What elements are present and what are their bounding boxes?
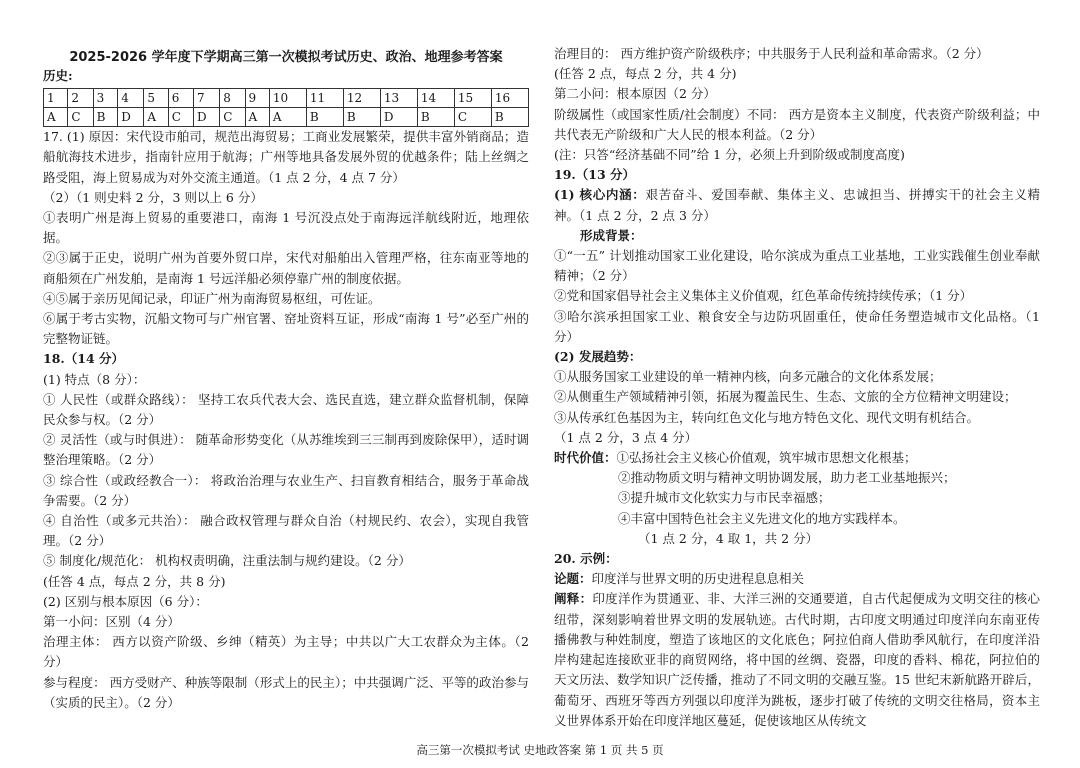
answer-table-number-cell: 15 [454,89,491,108]
q19-core [554,185,1040,225]
answer-paragraph: 治理主体： 西方以资产阶级、乡绅（精英）为主导；中共以广大工农群众为主体。（2 分） [43,634,529,670]
trend-item: （1 点 2 分，3 点 4 分） [554,429,698,445]
answer-table-number-cell: 7 [194,89,220,108]
answer-paragraph: 参与程度： 西方受财产、种族等限制（形式上的民主）；中共强调广泛、平等的政治参与（实质的民主）。（2 分） [43,674,529,710]
q19-value-score: （1 点 2 分，4 取 1，共 2 分） [638,530,819,546]
answer-paragraph: (任答 4 点，每点 2 分，共 8 分) [43,573,226,589]
answer-table-answer-cell: B [343,108,380,127]
answer-table-number-cell: 9 [245,89,269,108]
answer-table-answer-cell: D [380,108,417,127]
answer-table-answer-cell: C [168,108,193,127]
page-footer: 高三第一次模拟考试 史地政答案 第 1 页 共 5 页 [416,743,664,757]
answer-paragraph: 阶级属性（或国家性质/社会制度）不同： 西方是资本主义制度，代表资产阶级利益；中共代表无产阶级和广大人民的根本利益。（2 分） [554,106,1040,142]
q19-core-text: 艰苦奋斗、爱国奉献、集体主义、忠诚担当、拼搏实干的社会主义精神。（1 点 2 分，2 点 3 分） [554,187,1040,223]
answer-paragraph: ①表明广州是海上贸易的重要港口，南海 1 号沉没点处于南海远洋航线附近，地理依据。 [43,210,529,246]
q19-trend-list [554,367,1040,448]
q20-explanation-text: 印度洋作为贯通亚、非、大洋三洲的交通要道，自古代起便成为文明交往的核心纽带，深刻影响着世界文明的发展轨迹。古代时期，古印度文明通过印度洋向东南亚传播佛教与种姓制度，塑造了该地区的文化底色；阿拉伯商人借助季风航行，在印度洋沿岸构建起连接欧亚非的商贸网络，将中国的丝绸、瓷器，印度的香料、棉花，阿拉伯的天文历法、数学知识广泛传播，推动了不同文明的交融互鉴。15 世纪末新航路开辟后，葡萄牙、西班牙等西方列强以印度洋为跳板，逐步打破了传统的文明交往格局，资本主义世界体系开始在印度洋地区蔓延，促使该地区从传统文 [554,591,1040,728]
q19-core-label: (1) 核心内涵： [554,187,646,203]
answer-table-answer-cell: A [144,108,168,127]
q19-heading: 19.（13 分） [554,167,635,183]
background-item: ②党和国家倡导社会主义集体主义价值观，红色革命传统持续传承；（1 分） [554,288,973,304]
answer-table [43,88,529,127]
answer-table-number-cell: 11 [306,89,343,108]
answer-table-number-cell: 13 [380,89,417,108]
answer-table-number-cell: 12 [343,89,380,108]
page-title: 2025-2026 学年度下学期高三第一次模拟考试历史、政治、地理参考答案 [69,50,503,65]
q19-value-item-3: ③提升城市文化软实力与市民幸福感； [618,490,831,506]
q19-trend-label: (2) 发展趋势： [554,349,642,365]
left-column [43,44,529,713]
q19-value-item-1: ①弘扬社会主义核心价值观，筑牢城市思想文化根基； [616,450,917,466]
answer-table-answer-cell: C [454,108,491,127]
q19-background-label: 形成背景： [580,227,643,243]
q20-heading: 20. 示例： [554,551,618,567]
answer-table-number-cell: 16 [491,89,528,108]
answer-table-number-cell: 2 [68,89,93,108]
answer-table-answer-cell: A [269,108,306,127]
answer-paragraph: (2) 区别与根本原因（6 分）： [43,593,208,609]
background-item: ①“一五” 计划推动国家工业化建设，哈尔滨成为重点工业基地，工业实践催生创业奉献精神；（2 分） [554,248,1040,284]
answer-paragraph: ⑥属于考古实物，沉船文物可与广州官署、窑址资料互证，形成“南海 1 号”必至广州的完整物证链。 [43,311,529,347]
answer-paragraph: 17. (1) 原因：宋代设市舶司，规范出海贸易；工商业发展繁荣，提供丰富外销商品；造船航海技术进步，指南针应用于航海；广州等地具备发展外贸的优越条件；陆上丝绸之路受阻，海上贸易成为对外交流主通道。（1 点 2 分，4 点 7 分） [43,129,529,185]
answer-table-answer-cell: B [491,108,528,127]
answer-table-number-cell: 8 [220,89,245,108]
answer-paragraph: 治理目的： 西方维护资产阶级秩序；中共服务于人民利益和革命需求。（2 分） [554,46,989,61]
answer-table-answer-cell: D [194,108,220,127]
trend-item: ③从传承红色基因为主，转向红色文化与地方特色文化、现代文明有机结合。 [554,409,980,425]
left-answer-text [43,127,529,713]
answer-paragraph: (1) 特点（8 分）： [43,371,146,387]
q20-thesis-label: 论题： [554,571,592,587]
answer-paragraph: 第二小问：根本原因（2 分） [554,86,716,102]
q20-explanation [554,589,1040,730]
answer-paragraph: ③ 综合性（或政经教合一）： 将政治治理与农业生产、扫盲教育相结合，服务于革命战争需要。（2 分） [43,472,529,508]
answer-paragraph: 18.（14 分） [43,351,124,367]
answer-table-number-cell: 10 [269,89,306,108]
q20-explanation-label: 阐释： [554,591,593,607]
answer-table-number-row [44,89,529,108]
trend-item: ②从侧重生产领域精神引领，拓展为覆盖民生、生态、文旅的全方位精神文明建设； [554,389,1017,405]
answer-paragraph: ④⑤属于亲历见闻记录，印证广州为南海贸易枢纽，可佐证。 [43,290,381,306]
right-column [554,44,1040,731]
answer-table-answer-cell: A [245,108,269,127]
answer-paragraph: 第一小问：区别（4 分） [43,614,180,630]
answer-table-number-cell: 4 [118,89,144,108]
q19-value-item-4: ④丰富中国特色社会主义先进文化的地方实践样本。 [618,510,906,526]
q20-thesis [554,569,1040,589]
answer-table-answer-cell: C [68,108,93,127]
answer-table-number-cell: 14 [417,89,454,108]
answer-paragraph: ⑤ 制度化/规范化： 机构权责明确，注重法制与规约建设。（2 分） [43,553,411,569]
answer-table-answer-cell: B [306,108,343,127]
answer-paragraph: ② 灵活性（或与时俱进）： 随革命形势变化（从苏维埃到三三制再到废除保甲），适时调整治理策略。（2 分） [43,432,529,468]
q19-background-list [554,246,1040,347]
answer-paragraph: （2）（1 则史料 2 分，3 则以上 6 分） [43,189,263,205]
q19-value [554,448,1040,468]
answer-paragraph: ②③属于正史，说明广州为首要外贸口岸，宋代对船舶出入管理严格，往东南亚等地的商船须在广州发舶，是南海 1 号远洋船必须停靠广州的制度依据。 [43,250,529,286]
answer-table-answer-cell: D [118,108,144,127]
background-item: ③哈尔滨承担国家工业、粮食安全与边防巩固重任，使命任务塑造城市文化品格。（1 分） [554,308,1040,344]
answer-table-answer-cell: B [93,108,118,127]
history-heading: 历史: [43,68,73,83]
answer-table-answer-row [44,108,529,127]
answer-table-number-cell: 1 [44,89,68,108]
q19-value-item-2: ②推动物质文明与精神文明协调发展，助力老工业基地振兴； [618,470,956,486]
q18-continued [554,44,1040,165]
answer-table-answer-cell: C [220,108,245,127]
answer-paragraph: ① 人民性（或群众路线）： 坚持工农兵代表大会、选民直选，建立群众监督机制，保障民众参与权。（2 分） [43,391,529,428]
answer-table-answer-cell: B [417,108,454,127]
answer-paragraph: (任答 2 点，每点 2 分，共 4 分) [554,66,737,82]
q19-value-label: 时代价值： [554,450,617,466]
answer-paragraph: (注：只答“经济基础不同”给 1 分，必须上升到阶级或制度高度) [554,147,905,163]
q20-thesis-text: 印度洋与世界文明的历史进程息息相关 [591,571,805,587]
answer-table-number-cell: 6 [168,89,193,108]
answer-paragraph: ④ 自治性（或多元共治）： 融合政权管理与群众自治（村规民约、农会），实现自我管理。（2 分） [43,513,529,549]
answer-table-number-cell: 3 [93,89,118,108]
trend-item: ①从服务国家工业建设的单一精神内核，向多元融合的文化体系发展； [554,369,942,385]
answer-table-number-cell: 5 [144,89,168,108]
answer-table-answer-cell: A [44,108,68,127]
